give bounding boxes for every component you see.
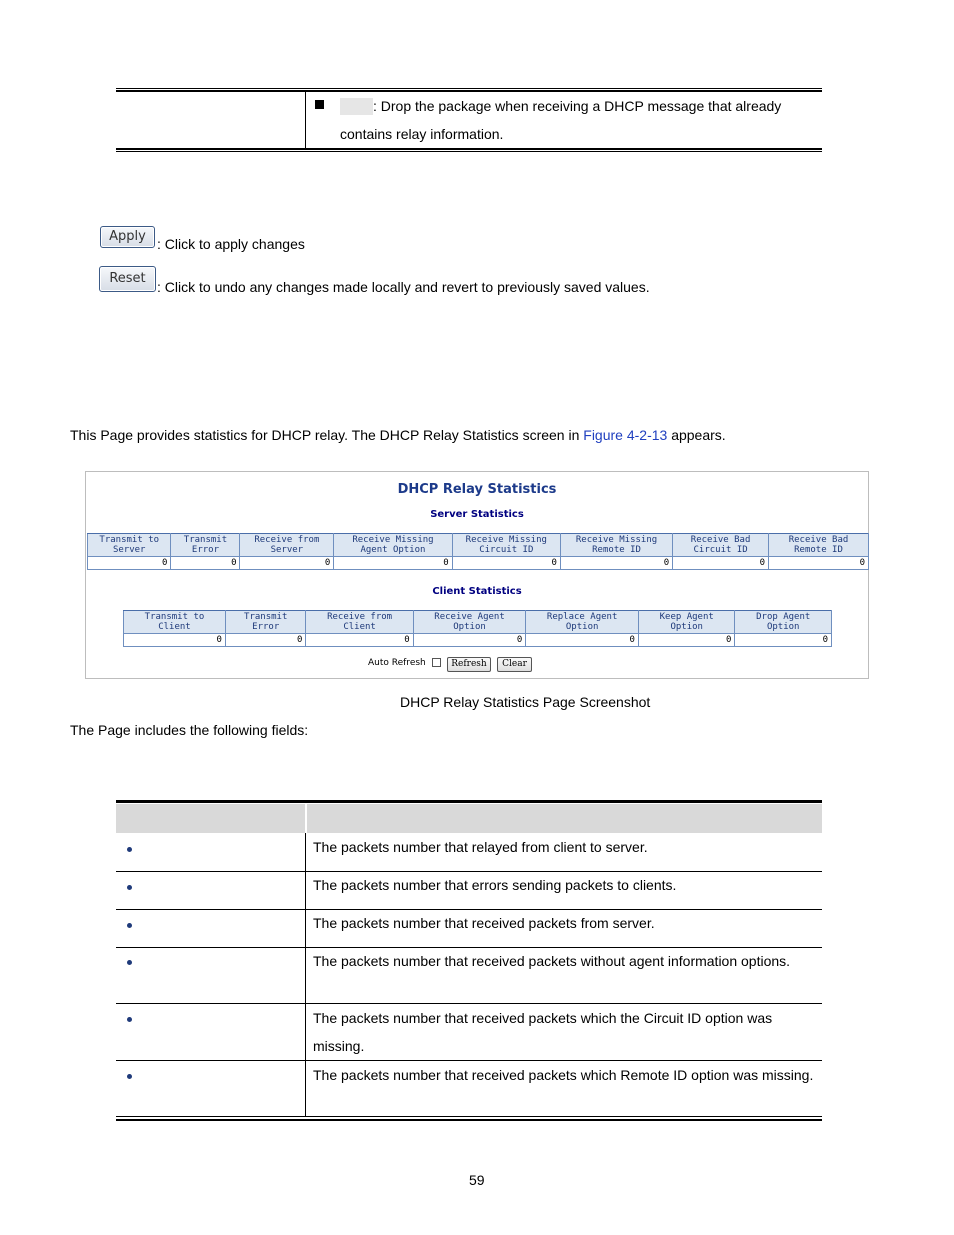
server-col-header: Receive Bad Remote ID <box>769 534 869 557</box>
row-divider <box>116 1060 822 1061</box>
server-value: 0 <box>240 557 334 570</box>
server-col-header: Receive Missing Agent Option <box>334 534 452 557</box>
refresh-button[interactable]: Refresh <box>447 657 491 672</box>
client-statistics-heading: Client Statistics <box>432 586 522 597</box>
column-divider <box>305 833 306 1117</box>
bullet-icon <box>127 847 132 852</box>
client-col-header: Replace Agent Option <box>526 611 639 634</box>
client-values-row <box>124 634 832 647</box>
table-top-rule <box>116 800 822 803</box>
client-value: 0 <box>225 634 306 647</box>
clear-button[interactable]: Clear <box>497 657 532 672</box>
field-description: The packets number that received packets from server. <box>313 915 655 931</box>
bullet-icon <box>127 885 132 890</box>
intro-paragraph <box>70 426 726 444</box>
server-col-header: Receive Missing Circuit ID <box>452 534 560 557</box>
field-description-line1: The packets number that received packets which the Circuit ID option was <box>313 1010 773 1026</box>
table-bottom-rule <box>116 1116 822 1117</box>
option-description-line1: : Drop the package when receiving a DHCP message that already <box>373 98 782 114</box>
apply-button[interactable]: Apply <box>100 226 155 248</box>
server-value: 0 <box>452 557 560 570</box>
highlighted-option-name <box>340 98 373 115</box>
table-bottom-rule-thick <box>116 1119 822 1121</box>
row-divider <box>116 947 822 948</box>
bullet-icon <box>127 1017 132 1022</box>
server-col-header: Receive Bad Circuit ID <box>673 534 769 557</box>
server-statistics-table <box>87 533 869 570</box>
server-col-header: Receive from Server <box>240 534 334 557</box>
server-statistics-heading: Server Statistics <box>430 509 524 520</box>
client-statistics-table <box>123 610 832 647</box>
row-divider <box>116 909 822 910</box>
screenshot-title: DHCP Relay Statistics <box>397 482 557 497</box>
reset-description: : Click to undo any changes made locally and revert to previously saved values. <box>157 279 650 295</box>
client-col-header: Transmit to Client <box>124 611 226 634</box>
field-description: The packets number that received packets which Remote ID option was missing. <box>313 1067 814 1083</box>
client-value: 0 <box>735 634 832 647</box>
figure-link[interactable]: Figure 4-2-13 <box>583 427 668 443</box>
server-col-header: Transmit Error <box>171 534 240 557</box>
client-col-header: Receive from Client <box>306 611 413 634</box>
bullet-icon <box>127 960 132 965</box>
client-col-header: Transmit Error <box>225 611 306 634</box>
option-description-line2: contains relay information. <box>340 126 504 142</box>
client-header-row <box>124 611 832 634</box>
bullet-icon <box>127 1074 132 1079</box>
field-description: The packets number that errors sending packets to clients. <box>313 877 677 893</box>
server-value: 0 <box>334 557 452 570</box>
row-divider <box>116 1003 822 1004</box>
auto-refresh-checkbox[interactable] <box>432 658 441 667</box>
auto-refresh-label: Auto Refresh <box>368 658 426 668</box>
fields-intro: The Page includes the following fields: <box>70 722 309 738</box>
bullet-icon <box>127 923 132 928</box>
reset-button[interactable]: Reset <box>99 266 156 292</box>
header-divider <box>305 804 307 833</box>
intro-text-before: This Page provides statistics for DHCP relay. The DHCP Relay Statistics screen in <box>70 427 584 443</box>
server-value: 0 <box>171 557 240 570</box>
server-header-row <box>88 534 869 557</box>
table-header <box>116 804 822 833</box>
server-value: 0 <box>88 557 171 570</box>
column-divider <box>305 91 306 149</box>
server-values-row <box>88 557 869 570</box>
field-description-line2: missing. <box>313 1038 365 1054</box>
intro-text-after: appears. <box>667 427 726 443</box>
client-col-header: Receive Agent Option <box>413 611 526 634</box>
square-bullet-icon <box>315 100 324 109</box>
client-value: 0 <box>124 634 226 647</box>
page-number: 59 <box>469 1172 485 1188</box>
server-value: 0 <box>769 557 869 570</box>
client-col-header: Keep Agent Option <box>638 611 734 634</box>
dhcp-relay-statistics-screenshot <box>85 471 869 679</box>
server-col-header: Receive Missing Remote ID <box>560 534 672 557</box>
client-value: 0 <box>638 634 734 647</box>
field-description: The packets number that relayed from client to server. <box>313 839 648 855</box>
client-value: 0 <box>413 634 526 647</box>
server-value: 0 <box>673 557 769 570</box>
figure-caption: DHCP Relay Statistics Page Screenshot <box>400 694 651 710</box>
apply-description: : Click to apply changes <box>157 236 305 252</box>
client-col-header: Drop Agent Option <box>735 611 832 634</box>
table-bottom-rule <box>116 148 822 152</box>
client-value: 0 <box>306 634 413 647</box>
table-top-rule <box>116 88 822 92</box>
field-description: The packets number that received packets without agent information options. <box>313 953 791 969</box>
server-col-header: Transmit to Server <box>88 534 171 557</box>
row-divider <box>116 871 822 872</box>
client-value: 0 <box>526 634 639 647</box>
server-value: 0 <box>560 557 672 570</box>
